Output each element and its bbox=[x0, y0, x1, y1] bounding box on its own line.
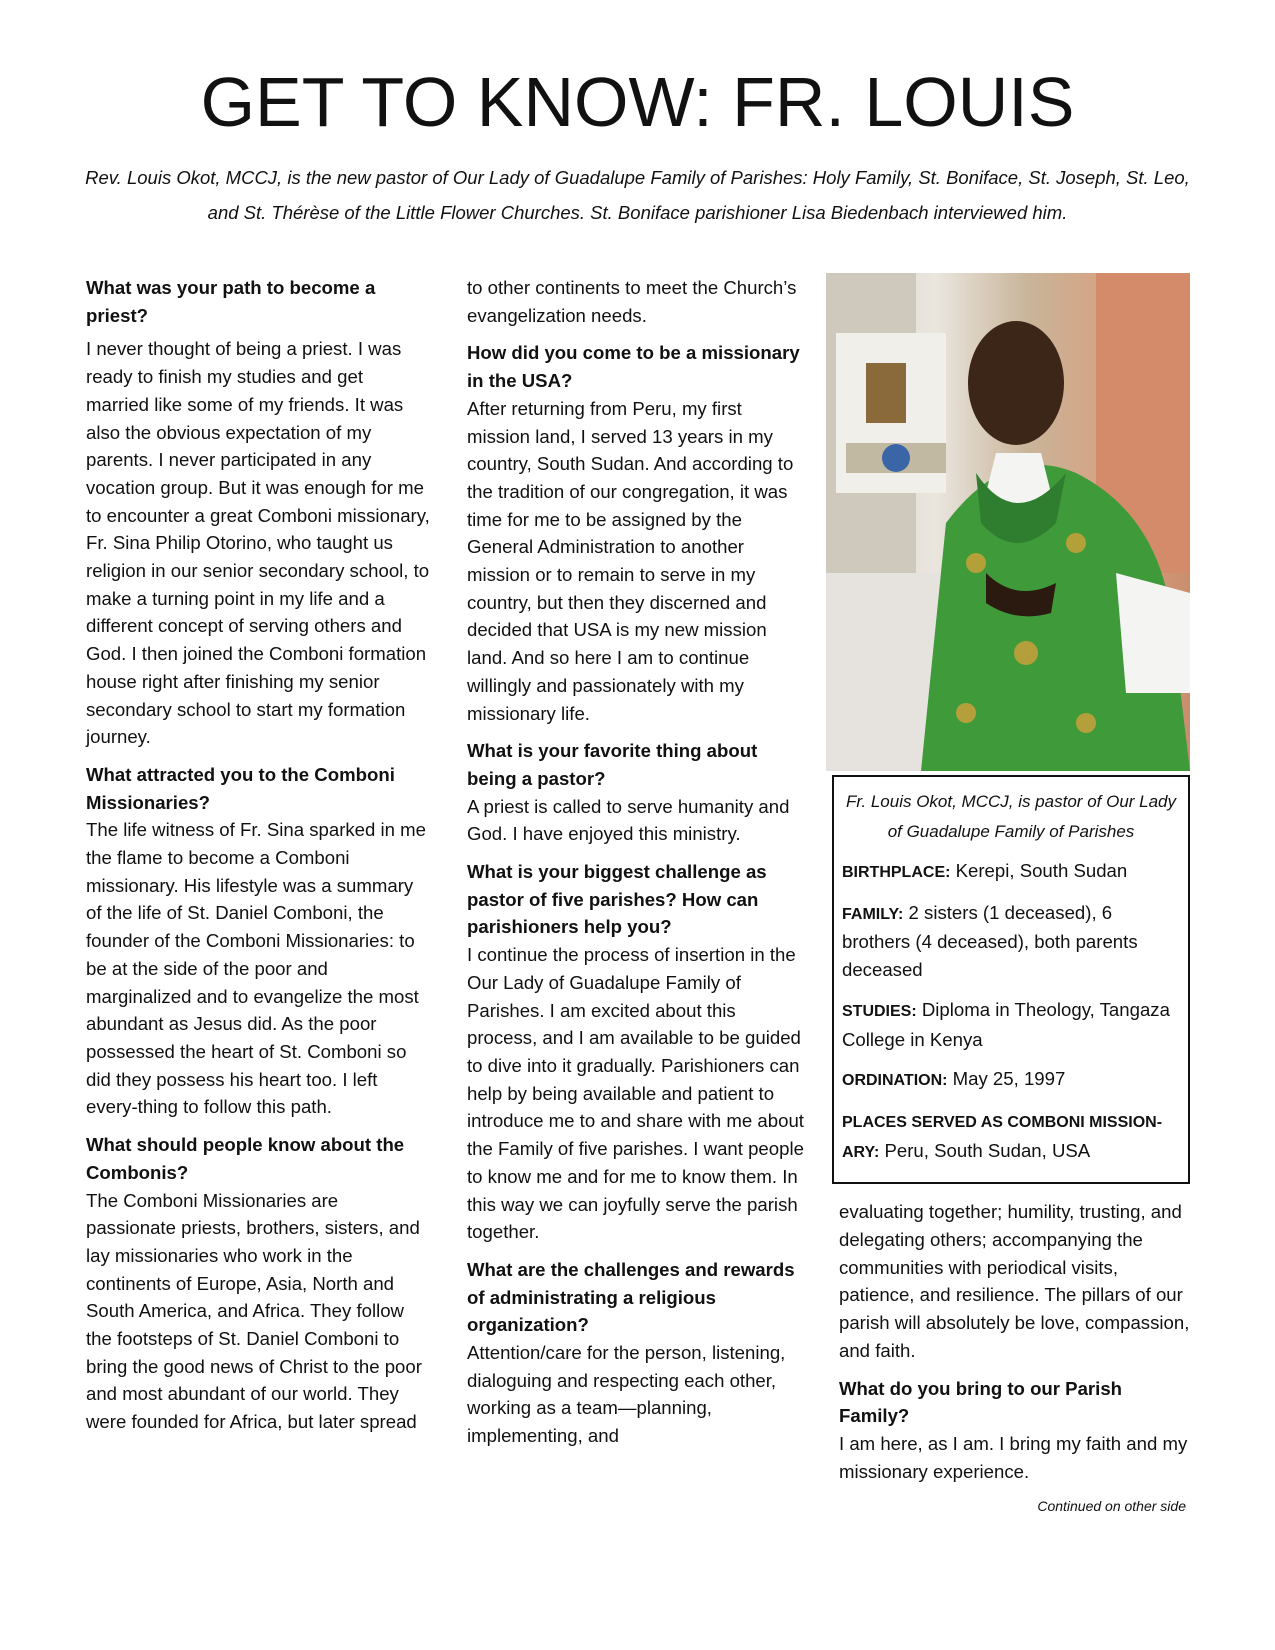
question: How did you come to be a missionary in the USA? bbox=[467, 342, 800, 392]
fact-family: FAMILY: 2 sisters (1 deceased), 6 brothers (4 deceased), both parents deceased bbox=[842, 901, 1138, 981]
continued-note: Continued on other side bbox=[1037, 1498, 1186, 1515]
right-column bbox=[826, 273, 1190, 1515]
fact-studies: STUDIES: Diploma in Theology, Tangaza College in Kenya bbox=[842, 998, 1170, 1050]
fact-birthplace: BIRTHPLACE: Kerepi, South Sudan bbox=[842, 860, 1128, 881]
answer: evaluating together; humility, trusting, and delegating others; accompanying the communities with periodical visits, patience, and resilience. The pillars of our parish will absolutely be love, compassion, and faith. bbox=[839, 1201, 1190, 1361]
fact-box bbox=[832, 775, 1190, 1184]
question: What is your favorite thing about being a pastor? bbox=[467, 740, 758, 789]
question: What was your path to become a priest? bbox=[86, 277, 376, 326]
fact-places-served: PLACES SERVED AS COMBONI MISSION-ARY: Peru, South Sudan, USA bbox=[842, 1113, 1163, 1161]
portrait-photo bbox=[826, 273, 1190, 771]
column-1 bbox=[86, 274, 431, 1446]
answer: A priest is called to serve humanity and God. I have enjoyed this ministry. bbox=[467, 795, 790, 845]
question: What do you bring to our Parish Family? bbox=[839, 1377, 1123, 1427]
answer: Attention/care for the person, listening, dialoguing and respecting each other, working as a team—planning, implementing, and bbox=[467, 1342, 786, 1447]
photo-caption: Fr. Louis Okot, MCCJ, is pastor of Our Lady of Guadalupe Family of Parishes bbox=[845, 792, 1177, 841]
priest-illustration bbox=[826, 273, 1190, 771]
answer: I am here, as I am. I bring my faith and my missionary experience. bbox=[839, 1432, 1188, 1482]
answer: After returning from Peru, my first mission land, I served 13 years in my country, South Sudan. And according to the tradition of our congregation, it was time for me to be assigned by the General Administration to another mission or to remain to serve in my country, but then they discerned and decided that USA is my new mission land. And so here I am to continue willingly and passionately with my missionary life. bbox=[467, 397, 794, 724]
page-title: GET TO KNOW: FR. LOUIS bbox=[200, 63, 1075, 141]
column-2 bbox=[467, 274, 807, 1460]
question: What is your biggest challenge as pastor of five parishes? How can parishioners help you? bbox=[467, 861, 767, 938]
fact-ordination: ORDINATION: May 25, 1997 bbox=[842, 1068, 1066, 1090]
question: What attracted you to the Comboni Missionaries? bbox=[86, 763, 395, 813]
intro-paragraph: Rev. Louis Okot, MCCJ, is the new pastor of Our Lady of Guadalupe Family of Parishes: Holy Family, St. Boniface, St. Joseph, St. Leo, and St. Thérèse of the Little Flower Churches. St. Boniface parishioner Lisa Biedenbach interviewed him. bbox=[85, 167, 1190, 223]
question: What should people know about the Combonis? bbox=[86, 1134, 405, 1183]
answer: The life witness of Fr. Sina sparked in me the flame to become a Comboni missionary. His lifestyle was a summary of the life of St. Daniel Comboni, the founder of the Comboni Missionaries: to be at the side of the poor and marginalized and to evangelize the most abundant as Jesus did. As the poor possessed the heart of St. Comboni so did they possess his heart too. I left every-thing to follow this path. bbox=[86, 819, 426, 1118]
answer: I never thought of being a priest. I was ready to finish my studies and get married like some of my friends. It was also the obvious expectation of my parents. I never participated in any vocation group. But it was enough for me to encounter a great Comboni missionary, Fr. Sina Philip Otorino, who taught us religion in our senior secondary school, to make a turning point in my life and a different concept of serving others and God. I then joined the Comboni formation house right after finishing my senior secondary school to start my formation journey. bbox=[86, 338, 430, 748]
answer: I continue the process of insertion in the Our Lady of Guadalupe Family of Parishes. I am excited about this process, and I am available to be guided to dive into it gradually. Parishioners can help by being available and patient to introduce me to and share with me about the Family of five parishes. I want people to know me and for me to know them. In this way we can joyfully serve the parish together. bbox=[467, 944, 804, 1243]
answer: to other continents to meet the Church’s evangelization needs. bbox=[467, 277, 797, 326]
question: What are the challenges and rewards of administrating a religious organization? bbox=[467, 1258, 795, 1336]
column-3 bbox=[839, 1198, 1190, 1495]
answer: The Comboni Missionaries are passionate priests, brothers, sisters, and lay missionaries who work in the continents of Europe, Asia, North and South America, and Africa. They follow the footsteps of St. Daniel Comboni to bring the good news of Christ to the poor and most abundant of our world. They were founded for Africa, but later spread bbox=[86, 1189, 422, 1433]
